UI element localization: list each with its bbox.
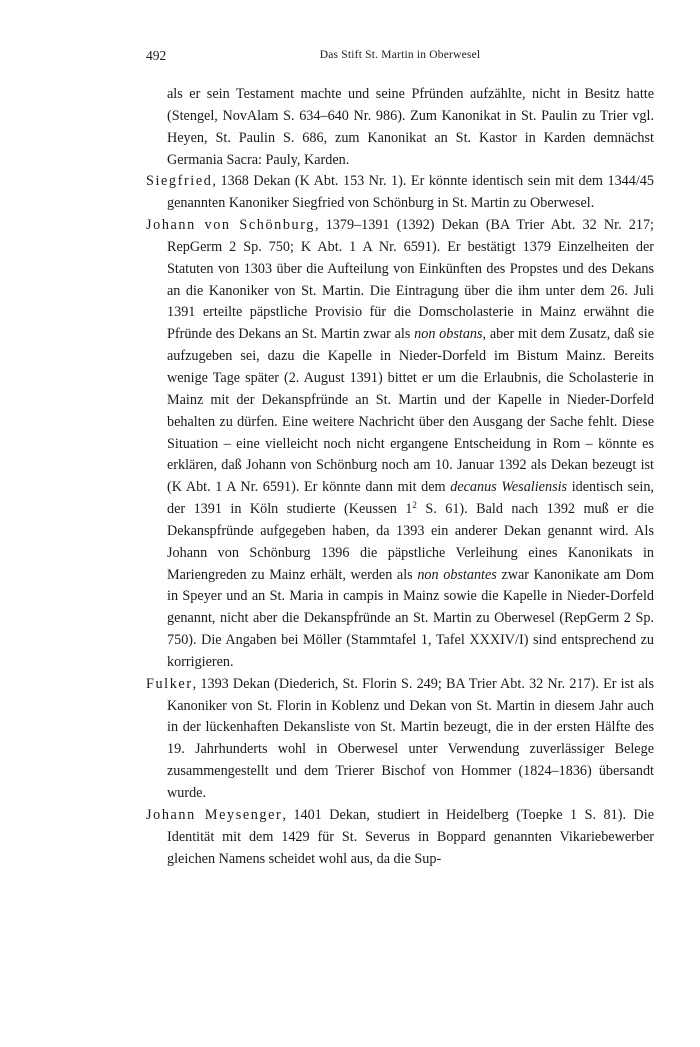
italic-term: non obstantes [417,566,497,583]
entry-johann-von-schoenburg [146,215,654,674]
entry-name: Fulker [146,675,193,692]
continuation-paragraph: als er sein Testament machte und seine Pfründen aufzählte, nicht in Besitz hatte (Stengel, NovAlam S. 634–640 Nr. 986). Zum Kanonikat in St. Paulin zu Trier vgl. Heyen, St. Paulin S. 686, zum Kanonikat an St. Kastor in Karden demnächst Germania Sacra: Pauly, Karden. [167,86,654,168]
entry-text: , 1401 Dekan, studiert in Heidelberg (Toepke 1 S. 81). Die Identität mit dem 1429 für St. Severus in Boppard genannten Vikariebewerber gleichen Namens scheidet wohl aus, da die Sup- [167,806,655,867]
superscript: 2 [412,500,417,511]
entry-name: Johann von Schönburg [146,217,315,234]
entry-text: identisch sein, der 1391 in Köln studierte (Keussen 1 [167,479,654,518]
italic-term: decanus Wesaliensis [450,479,568,496]
entry-text: , 1368 Dekan (K Abt. 153 Nr. 1). Er könnte identisch sein mit dem 1344/45 genannten Kanoniker Siegfried von Schönburg in St. Martin zu Oberwesel. [167,173,654,212]
entry-name: Johann Meysenger [146,806,283,823]
entry-text: zwar Kanonikate am Dom in Speyer und an St. Maria in campis in Mainz sowie die Kapelle in Nieder-Dorfeld genannt, nicht aber die Dekanspfründe an St. Martin zu Oberwesel (RepGerm 2 Sp. 750). Die Angaben bei Möller (Stammtafel 1, Tafel XXXIV/I) sind entsprechend zu korrigieren. [167,566,654,670]
entry-text: , 1379–1391 (1392) Dekan (BA Trier Abt. 32 Nr. 217; RepGerm 2 Sp. 750; K Abt. 1 A Nr. 6591). Er bestätigt 1379 Einzelheiten der Statuten von 1303 über die Aufteilung von Einkünften des Propstes und des Dekans an die Kanoniker von St. Martin. Die Eintragung über die ihm unter dem 26. Juli 1391 erteilte päpstliche Provisio für die Domscholasterie in Mainz erwähnt die Pfründe des Dekans an St. Martin zwar als [167,217,654,343]
italic-term: non obstans [414,326,483,343]
page-body [146,84,654,870]
entry-name: Siegfried [146,173,213,190]
entry-johann-meysenger [146,805,654,871]
entry-text: , 1393 Dekan (Diederich, St. Florin S. 249; BA Trier Abt. 32 Nr. 217). Er ist als Kanoniker von St. Florin in Koblenz und Dekan von St. Martin in diesem Jahr auch in der lückenhaften Dekansliste von St. Martin bezeugt, die in der ersten Hälfte des 19. Jahrhunderts wohl in Oberwesel unter Verwendung zuverlässiger Belege zusammengestellt und dem Trierer Bischof von Hommer (1824–1836) übersandt wurde. [167,675,654,801]
entry-text: S. 61). Bald nach 1392 muß er die Dekanspfründe aufgegeben haben, da 1393 ein anderer Dekan genannt wird. Als Johann von Schönburg 1396 die päpstliche Verleihung eines Kanonikats in Mariengreden zu Mainz erhält, werden als [167,501,654,583]
page-number: 492 [146,48,167,63]
entry-text: , aber mit dem Zusatz, daß sie aufzugeben sei, dazu die Kapelle in Nieder-Dorfeld im Bistum Mainz. Bereits wenige Tage später (2. August 1391) bittet er um die Erlaubnis, die Scholasterie in Mainz mit der Dekanspfründe an St. Martin und der Kapelle in Nieder-Dorfeld behalten zu dürfen. Eine weitere Nachricht über den Ausgang der Sache fehlt. Diese Situation – eine vielleicht noch nicht ergangene Entscheidung in Rom – könnte es erklären, daß Johann von Schönburg noch am 10. Januar 1392 als Dekan bezeugt ist (K Abt. 1 A Nr. 6591). Er könnte dann mit dem [167,326,654,496]
entry-siegfried [146,171,654,215]
running-title: Das Stift St. Martin in Oberwesel [319,49,481,61]
page-header [146,48,654,66]
entry-fulker [146,674,654,805]
